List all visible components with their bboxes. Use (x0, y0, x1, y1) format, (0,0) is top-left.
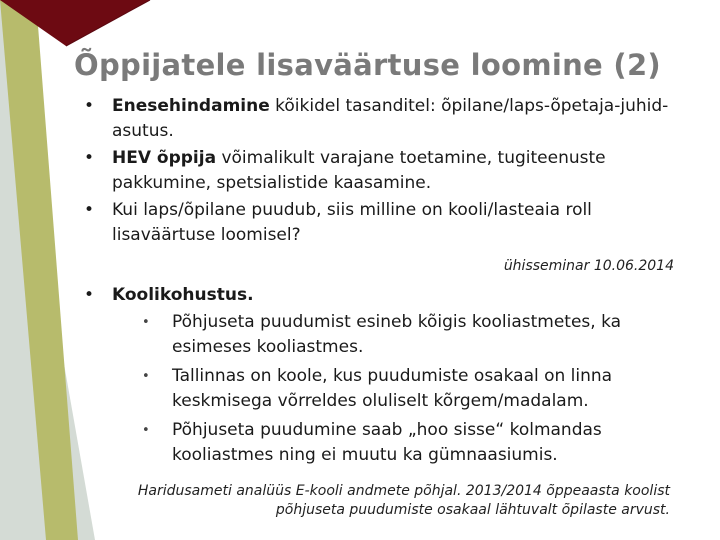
sub-bullet-icon: • (142, 369, 150, 384)
slide-title: Õppijatele lisaväärtuse loomine (2) (74, 48, 661, 82)
list-item (142, 364, 684, 414)
sub-bullet-text: Tallinnas on koole, kus puudumiste osakaal on linna keskmisega võrreldes oluliselt kõrgem/madalam. (172, 366, 613, 411)
list-item (84, 146, 684, 196)
sub-bullet-text: Põhjuseta puudumist esineb kõigis kooliastmetes, ka esimeses kooliastmes. (172, 312, 622, 357)
list-item (142, 418, 684, 468)
list-item (142, 310, 684, 360)
bullet-icon: • (84, 96, 95, 116)
source-note-seminar: ühisseminar 10.06.2014 (503, 258, 674, 274)
slide-content (84, 94, 684, 472)
bullet-icon: • (84, 148, 95, 168)
sub-bullet-list (112, 310, 684, 468)
second-bullet-list (84, 283, 684, 468)
list-item (84, 94, 684, 144)
bullet-bold: HEV õppija (112, 148, 217, 168)
bullet-text: võimalikult varajane toetamine, tugiteenuste pakkumine, spetsialistide kaasamine. (112, 148, 606, 193)
main-bullet-list (84, 94, 684, 248)
bullet-bold: Koolikohustus. (112, 285, 254, 305)
bullet-icon: • (84, 200, 95, 220)
sub-bullet-icon: • (142, 423, 150, 438)
list-item (84, 283, 684, 468)
bullet-text: Kui laps/õpilane puudub, siis milline on kooli/lasteaia roll lisaväärtuse loomisel? (112, 200, 592, 245)
bullet-text: kõikidel tasanditel: õpilane/laps-õpetaja-juhid-asutus. (112, 96, 669, 141)
bullet-icon: • (84, 285, 95, 305)
source-note-analysis: Haridusameti analüüs E-kooli andmete põhjal. 2013/2014 õppeaasta koolist põhjuseta puudumiste osakaal lähtuvalt õpilaste arvust. (137, 483, 670, 518)
sub-bullet-icon: • (142, 315, 150, 330)
sub-bullet-text: Põhjuseta puudumine saab „hoo sisse“ kolmandas kooliastmes ning ei muutu ka gümnaasiumis. (172, 420, 602, 465)
list-item (84, 198, 684, 248)
bullet-bold: Enesehindamine (112, 96, 270, 116)
